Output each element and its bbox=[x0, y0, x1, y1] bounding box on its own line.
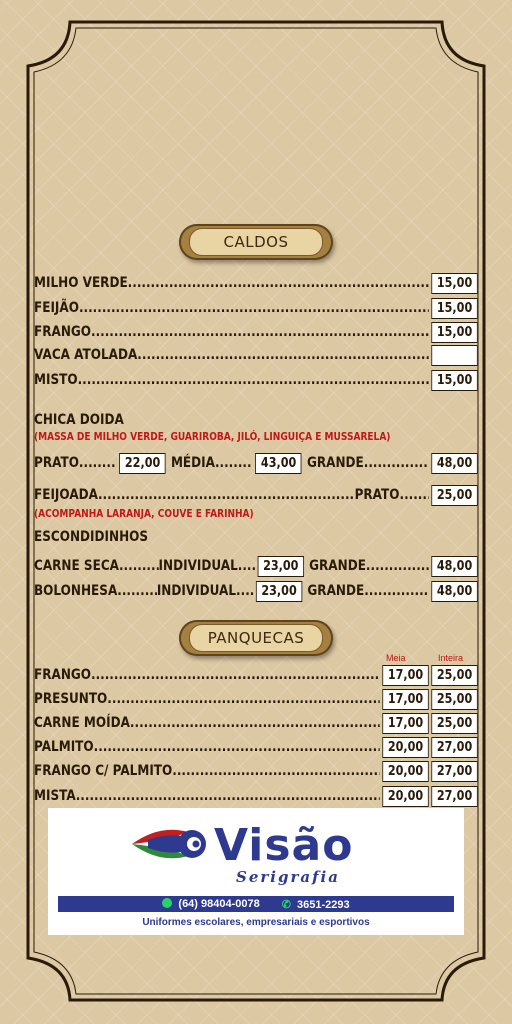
feijoada-note: (ACOMPANHA LARANJA, COUVE E FARINHA) bbox=[34, 508, 254, 520]
grande-label: GRANDE bbox=[306, 455, 364, 471]
caldos-title: CALDOS bbox=[189, 228, 323, 256]
panqueca-item bbox=[34, 736, 478, 758]
price-box: 15,00 bbox=[431, 370, 477, 391]
menu-item bbox=[34, 297, 478, 319]
item-name: MISTO bbox=[34, 372, 78, 388]
whatsapp-icon bbox=[162, 898, 172, 908]
feijoada-item bbox=[34, 484, 478, 506]
item-name: FEIJOADA bbox=[34, 487, 98, 503]
grande-price: 48,00 bbox=[431, 581, 477, 602]
prato-label: PRATO bbox=[354, 487, 400, 503]
inteira-price: 25,00 bbox=[431, 689, 477, 710]
ad-tagline: Uniformes escolares, empresariais e esportivos bbox=[142, 917, 370, 928]
escondidinho-item bbox=[34, 555, 478, 577]
item-name: MILHO VERDE bbox=[34, 275, 128, 291]
menu-item bbox=[34, 369, 478, 391]
item-name: CARNE SECA bbox=[34, 558, 119, 574]
inteira-price: 25,00 bbox=[431, 713, 477, 734]
item-name: FRANGO bbox=[34, 667, 92, 683]
panqueca-item bbox=[34, 785, 478, 807]
sponsor-ad bbox=[48, 808, 464, 935]
chica-doida-sizes bbox=[34, 452, 478, 474]
inteira-price: 27,00 bbox=[431, 786, 477, 807]
panqueca-item bbox=[34, 760, 478, 782]
item-name: CARNE MOÍDA bbox=[34, 715, 130, 731]
panqueca-item bbox=[34, 688, 478, 710]
phone-number: 3651-2293 bbox=[297, 898, 350, 911]
meia-price: 20,00 bbox=[382, 761, 428, 782]
panqueca-item bbox=[34, 664, 478, 686]
grande-label: GRANDE bbox=[309, 558, 366, 574]
phone-icon: ✆ bbox=[281, 898, 291, 911]
prato-price: 22,00 bbox=[119, 453, 165, 474]
meia-price: 20,00 bbox=[382, 786, 428, 807]
item-name: FEIJÃO bbox=[34, 300, 79, 316]
individual-price: 23,00 bbox=[258, 556, 304, 577]
panquecas-plaque bbox=[179, 620, 333, 656]
item-name: MISTA bbox=[34, 788, 76, 804]
menu-item bbox=[34, 321, 478, 343]
media-price: 43,00 bbox=[255, 453, 301, 474]
inteira-price: 25,00 bbox=[431, 665, 477, 686]
chica-doida-note: (MASSA DE MILHO VERDE, GUARIROBA, JILÓ, LINGUIÇA E MUSSARELA) bbox=[34, 431, 391, 443]
caldos-plaque bbox=[179, 224, 333, 260]
visao-logo-icon bbox=[130, 818, 210, 868]
price-box: 15,00 bbox=[431, 273, 477, 294]
meia-price: 20,00 bbox=[382, 737, 428, 758]
menu-item bbox=[34, 272, 478, 294]
item-name: FRANGO bbox=[34, 324, 92, 340]
grande-label: GRANDE bbox=[307, 583, 365, 599]
meia-price: 17,00 bbox=[382, 665, 428, 686]
ad-brand: Visão bbox=[214, 820, 354, 871]
grande-price: 48,00 bbox=[431, 556, 477, 577]
meia-price: 17,00 bbox=[382, 689, 428, 710]
inteira-price: 27,00 bbox=[431, 761, 477, 782]
chica-doida-title: CHICA DOIDA bbox=[34, 412, 124, 428]
price-box: 25,00 bbox=[431, 485, 477, 506]
item-name: FRANGO C/ PALMITO bbox=[34, 763, 173, 779]
meia-price: 17,00 bbox=[382, 713, 428, 734]
escondidinhos-title: ESCONDIDINHOS bbox=[34, 529, 149, 545]
col-meia-label: Meia bbox=[386, 653, 406, 663]
item-name: PRESUNTO bbox=[34, 691, 108, 707]
prato-label: PRATO bbox=[34, 455, 79, 471]
item-name: VACA ATOLADA bbox=[34, 347, 138, 363]
item-name: PALMITO bbox=[34, 739, 94, 755]
price-box: 15,00 bbox=[431, 322, 477, 343]
media-label: MÉDIA bbox=[170, 455, 215, 471]
panqueca-item bbox=[34, 712, 478, 734]
item-name: BOLONHESA bbox=[34, 583, 118, 599]
panquecas-title: PANQUECAS bbox=[189, 624, 323, 652]
menu-item bbox=[34, 344, 478, 366]
price-box: 15,00 bbox=[431, 298, 477, 319]
whatsapp-number: (64) 98404-0078 bbox=[178, 898, 260, 910]
escondidinho-item bbox=[34, 580, 478, 602]
individual-label: INDIVIDUAL bbox=[156, 583, 237, 599]
ad-contact-bar bbox=[58, 896, 454, 912]
grande-price: 48,00 bbox=[431, 453, 477, 474]
individual-label: INDIVIDUAL bbox=[158, 558, 238, 574]
price-box bbox=[431, 345, 477, 366]
ad-subtitle: Serigrafia bbox=[236, 868, 340, 886]
inteira-price: 27,00 bbox=[431, 737, 477, 758]
individual-price: 23,00 bbox=[256, 581, 302, 602]
col-inteira-label: Inteira bbox=[438, 653, 464, 663]
